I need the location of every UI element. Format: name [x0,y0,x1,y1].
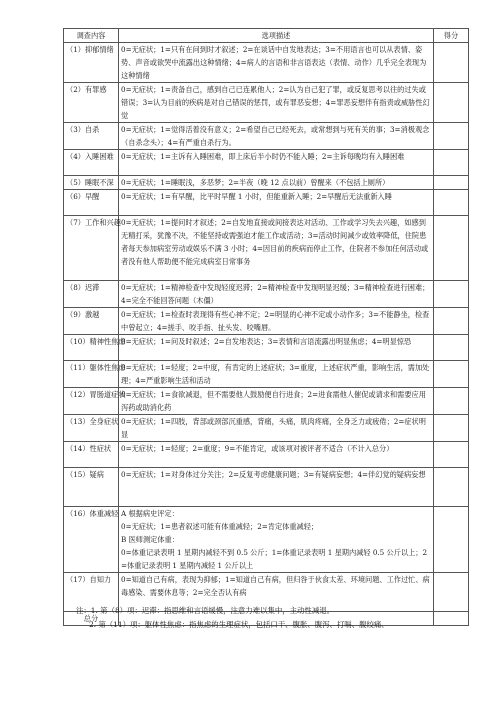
score-cell[interactable] [434,308,469,335]
item-options: 0=无症状；1=食欲减退，但不需要他人鼓励便自行进食；2=进食需他人催促或请求和需要应用泻药或助消化药 [119,388,434,415]
score-cell[interactable] [434,507,469,573]
table-row [64,216,469,281]
item-name: （3）自杀 [64,123,119,150]
header-description: 选项描述 [119,29,434,43]
score-cell[interactable] [434,176,469,190]
footnote-1: 注：1. 第（8）项：迟滞：指思维和言语缓慢，注意力难以集中，主动性减退。 [76,606,334,615]
item-options: 0=知道自己有病，表现为抑郁；1=知道自己有病，但归咎于伙食太差、环境问题、工作过忙、病毒感染、需要休息等；2=完全否认有病 [119,573,434,612]
item-options: 0=无症状；1=问及时叙述；2=自发地表达；3=表情和言语流露出明显焦虑；4=明显惊恐 [119,335,434,361]
item-options: 0=无症状；1=轻度；2=重度；9=不能肯定，或该项对被评者不适合（不计入总分） [119,442,434,468]
footnotes [76,604,476,632]
item-name: （12）胃肠道症状 [64,388,119,415]
table-body [64,43,469,626]
item-options: 0=无症状；1=有早醒，比平时早醒 1 小时，但能重新入睡；2=早醒后无法重新入睡 [119,190,434,216]
item-name: （17）自知力 [64,573,119,612]
header-score: 得分 [434,29,469,43]
item-name: （7）工作和兴趣 [64,216,119,281]
table-row [64,83,469,123]
score-cell[interactable] [434,281,469,308]
item-name: （6）早醒 [64,190,119,216]
footnote-2: 2. 第（11）项：躯体性焦虑：指焦虑的生理症状，包括口干、腹胀、腹泻、打嗝、腹绞痛、 [89,620,389,629]
score-cell[interactable] [434,43,469,83]
item-options: 0=无症状；1=提问时才叙述；2=自发地直接或间接表达对活动、工作或学习失去兴趣，如感到无精打采，犹豫不决，不能坚持或需强迫才能工作或活动；3=活动时间减少或效率降低，住院患者每天参加病室劳动或娱乐不满 3 小时；4=因目前的疾病而停止工作，住院者不参加任何活动或者没有他人帮助便不能完成病室日常事务 [119,216,434,281]
table-row [64,507,469,573]
item-options: 0=无症状；1=对身体过分关注；2=反复考虑健康问题；3=有疑病妄想；4=伴幻觉的疑病妄想 [119,468,434,507]
item-options: 0=无症状；1=精神检查中发现轻度迟滞；2=精神检查中发现明显迟缓；3=精神检查进行困难；4=完全不能回答问题（木僵） [119,281,434,308]
item-name: （8）迟滞 [64,281,119,308]
item-options: 0=无症状；1=轻度；2=中度，有肯定的上述症状；3=重度，上述症状严重，影响生活，需加处理；4=严重影响生活和活动 [119,361,434,388]
header-item: 调查内容 [64,29,119,43]
score-cell[interactable] [434,442,469,468]
item-name: （5）睡眠不深 [64,176,119,190]
option-line: 0=无症状；1=患者叙述可能有体重减轻；2=肯定体重减轻； [121,522,319,531]
table-row [64,123,469,150]
table-row [64,190,469,216]
item-name: （1）抑郁情绪 [64,43,119,83]
item-options: 0=无症状；1=四肢，背部或颈部沉重感，背痛，头痛，肌肉疼痛，全身乏力或疲倦；2=症状明显 [119,415,434,442]
item-name: （11）躯体性焦虑 [64,361,119,388]
item-options: 0=无症状；1=责备自己，感到自己已连累他人；2=认为自己犯了罪，或反复思考以往的过失或错误；3=认为目前的疾病是对自己错误的惩罚，或有罪恶妄想；4=罪恶妄想伴有指责或威胁性幻觉 [119,83,434,123]
score-cell[interactable] [434,216,469,281]
item-name: 总分 [64,612,119,626]
table-row [64,361,469,388]
score-cell[interactable] [434,123,469,150]
score-cell[interactable] [434,388,469,415]
table-row [64,468,469,507]
table-row [64,176,469,190]
table-row [64,335,469,361]
score-cell[interactable] [434,83,469,123]
option-line: 0=体重记录表明 1 星期内减轻不到 0.5 公斤；1=体重记录表明 1 星期内减轻 0.5 公斤以上；2=体重记录表明 1 星期内减轻 1 公斤以上 [121,548,428,570]
item-options: 0=无症状；1=睡眠浅，多恶梦；2=半夜（晚 12 点以前）曾醒来（不包括上厕所） [119,176,434,190]
item-name: （16）体重减轻 [64,507,119,573]
item-options: 0=无症状；1=检查时表现得有些心神不定；2=明显的心神不定或小动作多；3=不能静坐，检查中曾起立；4=搓手、咬手指、扯头发、咬嘴唇。 [119,308,434,335]
item-name: （13）全身症状 [64,415,119,442]
option-line: B 医师测定体重： [121,535,179,544]
table-row [64,388,469,415]
table-row [64,150,469,176]
item-options: 0=无症状；1=主诉有入睡困难，即上床后半小时仍不能入睡；2=主诉每晚均有入睡困难 [119,150,434,176]
item-name: （2）有罪感 [64,83,119,123]
score-cell[interactable] [434,415,469,442]
table-header-row [64,29,469,43]
item-options [119,507,434,573]
table-row [64,281,469,308]
table-row [64,308,469,335]
score-cell[interactable] [434,150,469,176]
option-line: A 根据病史评定： [121,509,179,518]
item-options: 0=无症状；1=只有在问到时才叙述；2=在谈话中自发地表达；3=不用语言也可以从表情、姿势、声音或欲哭中流露出这种情绪；4=病人的言语和非言语表达（表情、动作）几乎完全表现为这种情绪 [119,43,434,83]
table-row [64,415,469,442]
item-name: （9）激越 [64,308,119,335]
item-name: （10）精神性焦虑 [64,335,119,361]
score-cell[interactable] [434,468,469,507]
table-row [64,442,469,468]
score-cell[interactable] [434,335,469,361]
score-cell[interactable] [434,190,469,216]
item-options: 0=无症状；1=觉得活着没有意义；2=希望自己已经死去，或常想到与死有关的事；3=消极观念（自杀念头）；4=有严重自杀行为。 [119,123,434,150]
hamd-rating-table [63,28,469,626]
item-name: （4）入睡困难 [64,150,119,176]
item-name: （15）疑病 [64,468,119,507]
item-name: （14）性症状 [64,442,119,468]
table-row [64,43,469,83]
score-cell[interactable] [434,361,469,388]
